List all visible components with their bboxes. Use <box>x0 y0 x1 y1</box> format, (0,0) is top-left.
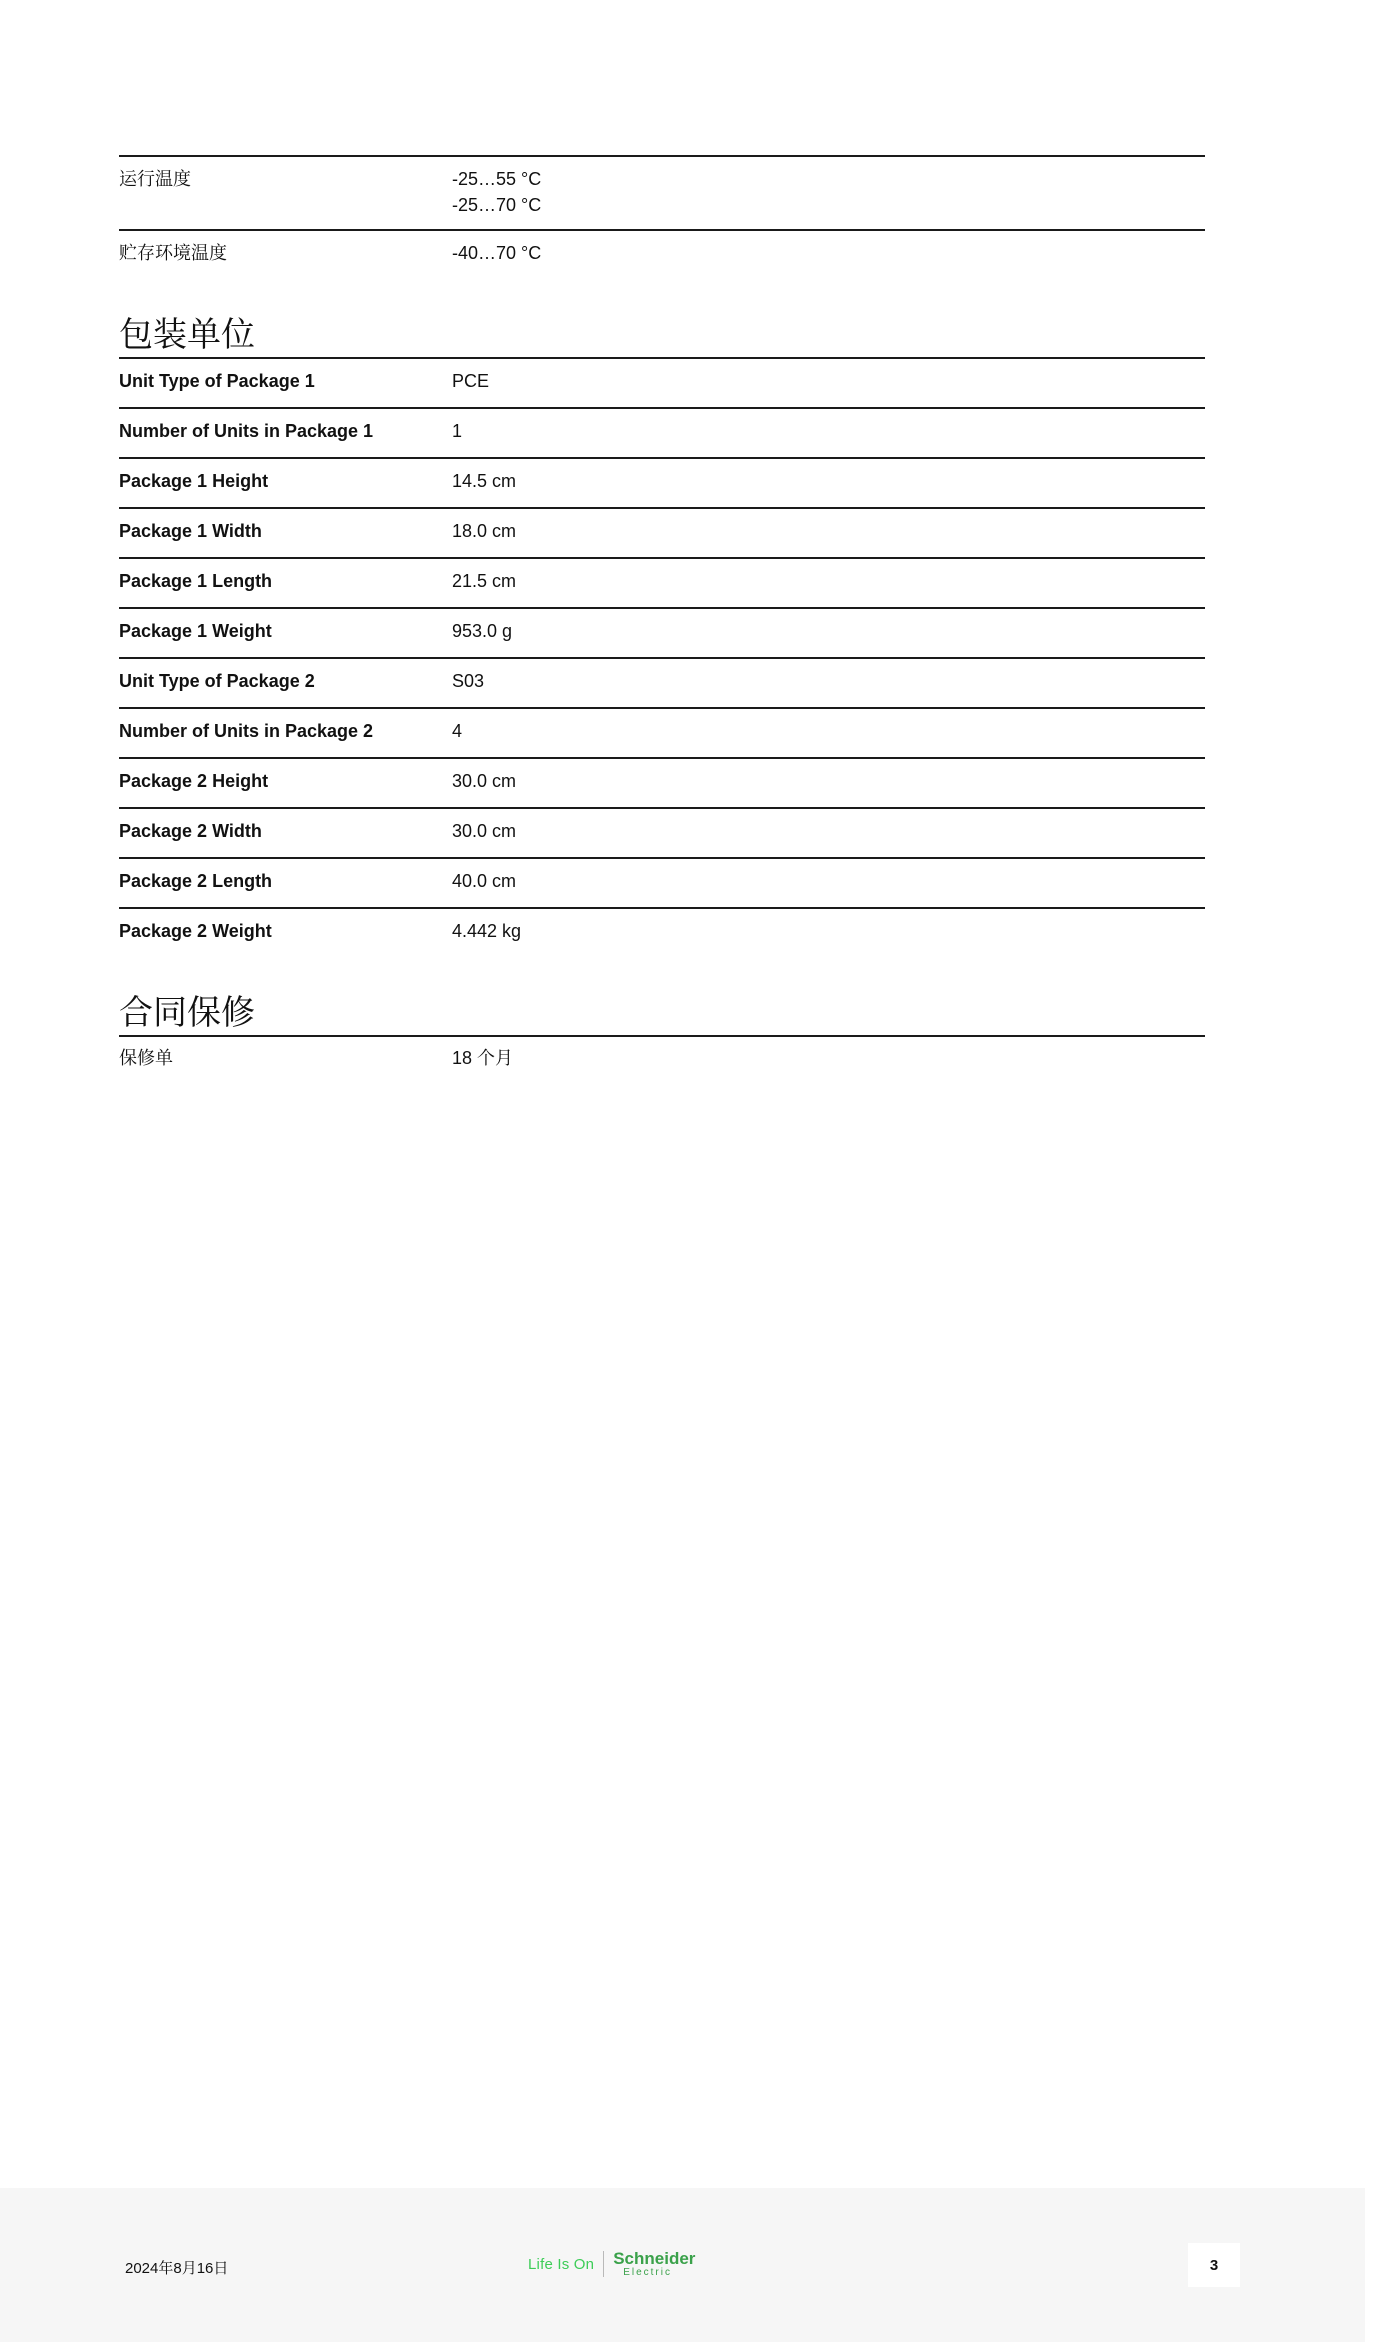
spec-label: Package 2 Height <box>119 771 269 791</box>
spec-value: 4.442 kg <box>452 921 522 941</box>
spec-value: 40.0 cm <box>452 871 517 891</box>
spec-value: 30.0 cm <box>452 771 517 791</box>
spec-label: Package 1 Height <box>119 471 269 491</box>
table-row <box>119 229 1205 279</box>
spec-label: Number of Units in Package 1 <box>119 421 374 441</box>
spec-label: Package 1 Weight <box>119 621 272 641</box>
life-is-on-tagline: Life Is On <box>528 2255 595 2273</box>
packaging-table <box>119 357 1205 957</box>
table-row <box>119 757 1205 807</box>
table-row <box>119 155 1205 229</box>
spec-value: PCE <box>452 371 490 391</box>
table-row <box>119 607 1205 657</box>
spec-label: Package 1 Length <box>119 571 273 591</box>
spec-value: 14.5 cm <box>452 471 517 491</box>
table-row <box>119 557 1205 607</box>
spec-label: Package 2 Width <box>119 821 262 841</box>
spec-value-line: -25…55 °C <box>452 169 542 189</box>
datasheet-content <box>119 155 1205 1085</box>
brand-divider <box>603 2251 604 2277</box>
table-row <box>119 407 1205 457</box>
table-row <box>119 907 1205 957</box>
spec-value: 1 <box>452 421 463 441</box>
table-row <box>119 457 1205 507</box>
spec-value: 18.0 cm <box>452 521 517 541</box>
table-row <box>119 707 1205 757</box>
table-row <box>119 357 1205 407</box>
spec-value: S03 <box>452 671 485 691</box>
schneider-electric-logo <box>613 2250 695 2279</box>
brand-name: Schneider <box>613 2248 696 2268</box>
warranty-table <box>119 1035 1205 1085</box>
footer-date: 2024年8月16日 <box>125 2260 229 2277</box>
spec-label: Package 2 Weight <box>119 921 272 941</box>
spec-value-line: -25…70 °C <box>452 195 542 215</box>
table-row <box>119 657 1205 707</box>
table-row <box>119 807 1205 857</box>
spec-label: Package 2 Length <box>119 871 273 891</box>
spec-value: 4 <box>452 721 463 741</box>
table-row <box>119 1035 1205 1085</box>
packaging-section-title: 包装单位 <box>119 316 255 354</box>
table-row <box>119 857 1205 907</box>
page-footer <box>0 2188 1365 2342</box>
spec-label: 运行温度 <box>119 169 191 189</box>
spec-label: Number of Units in Package 2 <box>119 721 374 741</box>
spec-value: 953.0 g <box>452 621 513 641</box>
table-row <box>119 507 1205 557</box>
spec-label: Unit Type of Package 1 <box>119 371 315 391</box>
spec-label: Unit Type of Package 2 <box>119 671 315 691</box>
warranty-section-title: 合同保修 <box>119 994 255 1032</box>
spec-value: 30.0 cm <box>452 821 517 841</box>
spec-label: Package 1 Width <box>119 521 262 541</box>
spec-value-line: -40…70 °C <box>452 243 542 263</box>
spec-label: 贮存环境温度 <box>119 243 227 263</box>
spec-value <box>452 166 1205 223</box>
brand-logo-group <box>528 2248 695 2280</box>
spec-label: 保修单 <box>119 1048 173 1068</box>
spec-value <box>452 240 1205 273</box>
page-number: 3 <box>1188 2243 1240 2287</box>
spec-value: 18 个月 <box>452 1048 514 1068</box>
spec-value: 21.5 cm <box>452 571 517 591</box>
environment-table <box>119 155 1205 279</box>
brand-sub: Electric <box>623 2266 672 2278</box>
